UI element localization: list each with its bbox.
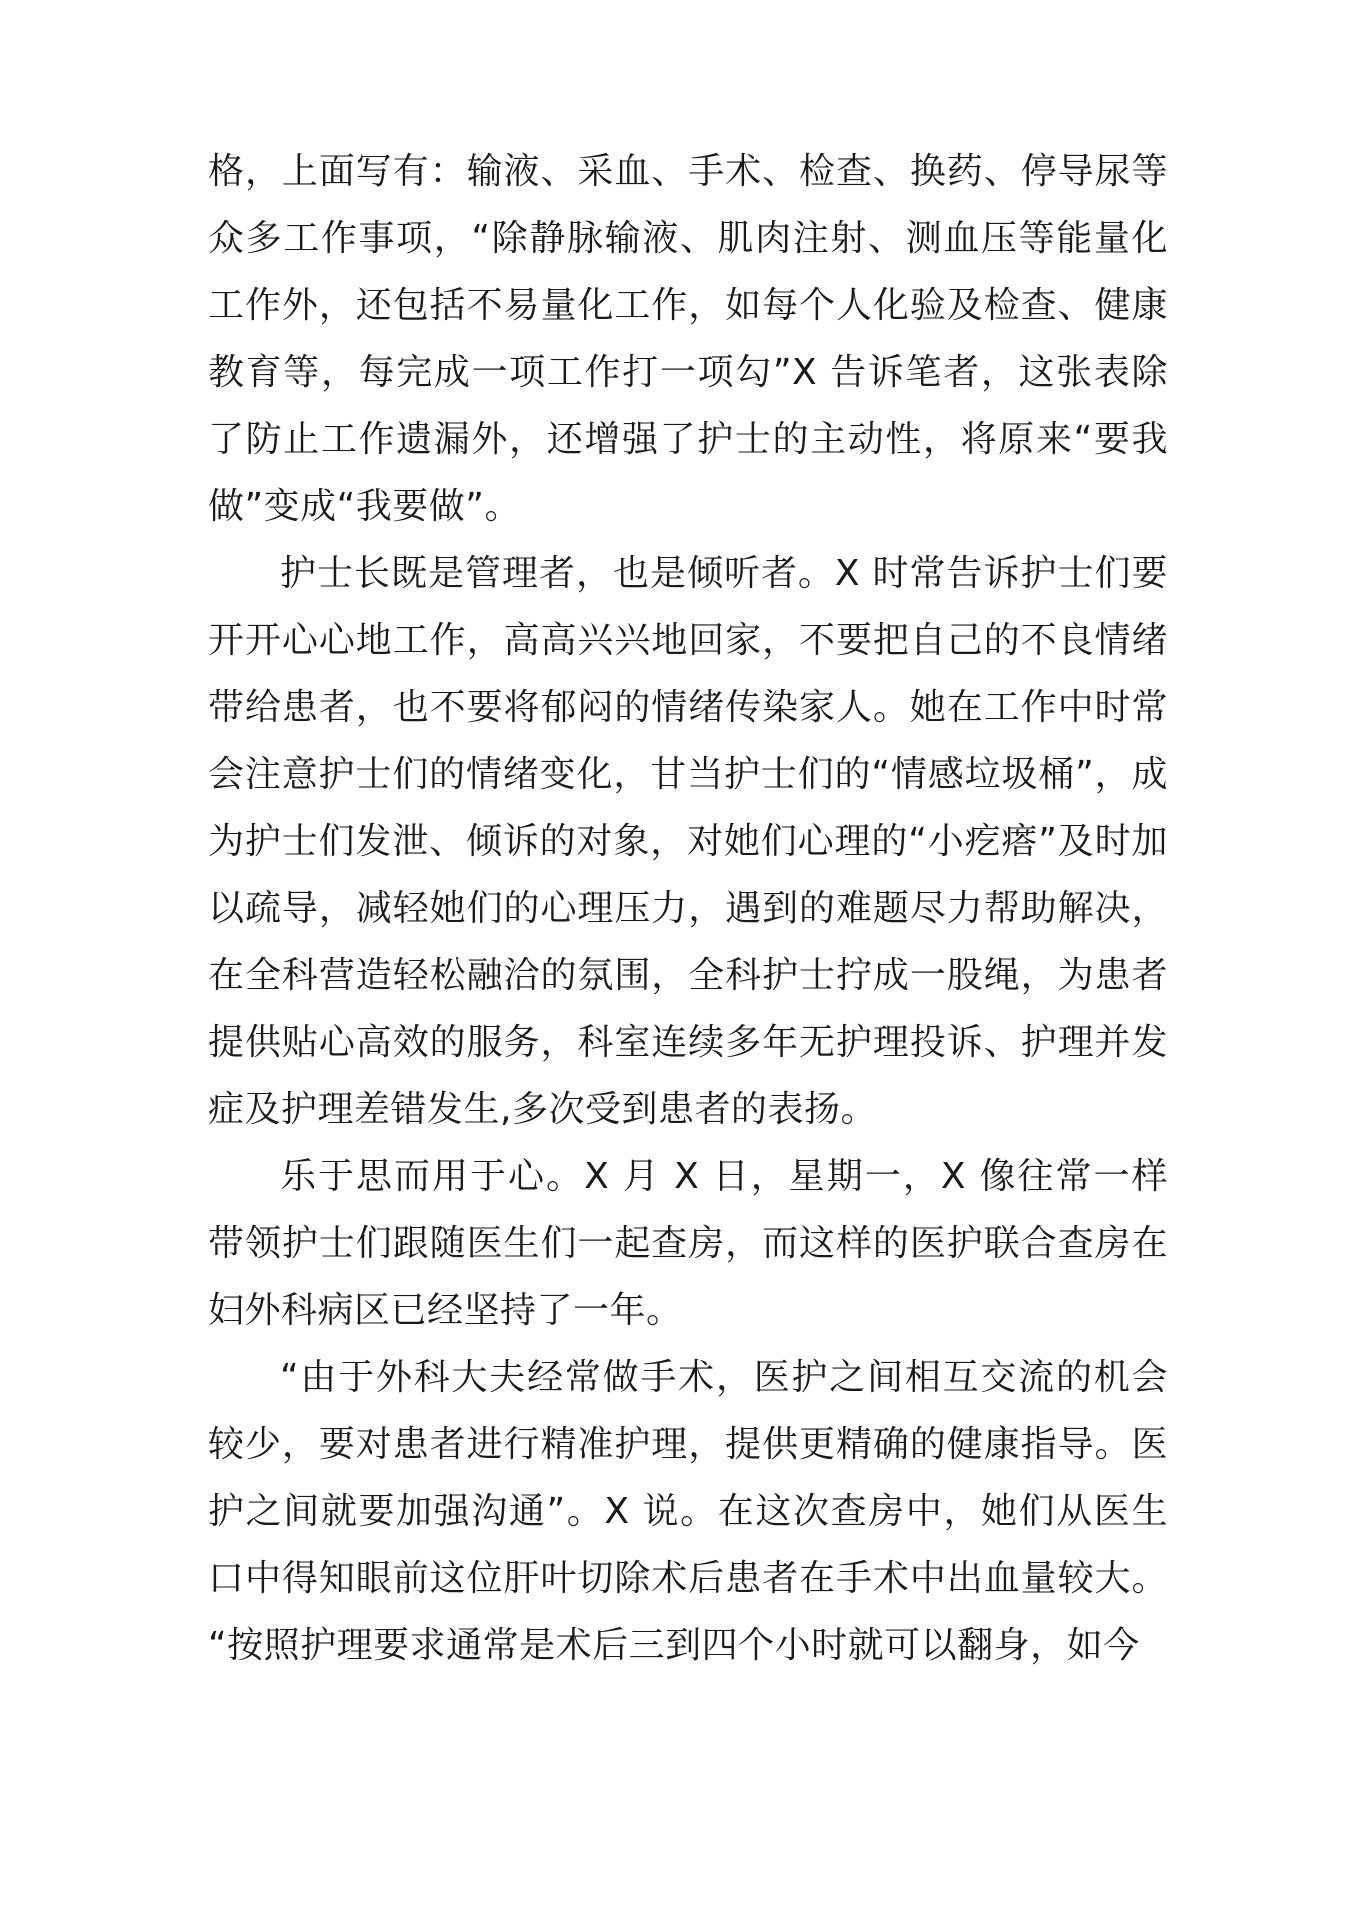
paragraph-2: 护士长既是管理者，也是倾听者。X 时常告诉护士们要开开心心地工作，高高兴兴地回家，不要把自己的不良情绪带给患者，也不要将郁闷的情绪传染家人。她在工作中时常会注意护士们的情绪变化，甘当护士们的“情感垃圾桶”，成为护士们发泄、倾诉的对象，对她们心理的“小疙瘩”及时加以疏导，减轻她们的心理压力，遇到的难题尽力帮助解决，在全科营造轻松融洽的氛围，全科护士拧成一股绳，为患者提供贴心高效的服务，科室连续多年无护理投诉、护理并发症及护理差错发生,多次受到患者的表扬。: [208, 553, 1168, 1130]
document-page: [208, 138, 1168, 1679]
paragraph-4: “由于外科大夫经常做手术，医护之间相互交流的机会较少，要对患者进行精准护理，提供更精确的健康指导。医护之间就要加强沟通”。X 说。在这次查房中，她们从医生口中得知眼前这位肝叶切除术后患者在手术中出血量较大。“按照护理要求通常是术后三到四个小时就可以翻身，如今: [208, 1357, 1168, 1666]
paragraph-1: 格，上面写有：输液、采血、手术、检查、换药、停导尿等众多工作事项，“除静脉输液、肌肉注射、测血压等能量化工作外，还包括不易量化工作，如每个人化验及检查、健康教育等，每完成一项工作打一项勾”X 告诉笔者，这张表除了防止工作遗漏外，还增强了护士的主动性，将原来“要我做”变成“我要做”。: [208, 151, 1168, 527]
paragraph-3: 乐于思而用于心。X 月 X 日，星期一，X 像往常一样带领护士们跟随医生们一起查房，而这样的医护联合查房在妇外科病区已经坚持了一年。: [208, 1156, 1168, 1331]
